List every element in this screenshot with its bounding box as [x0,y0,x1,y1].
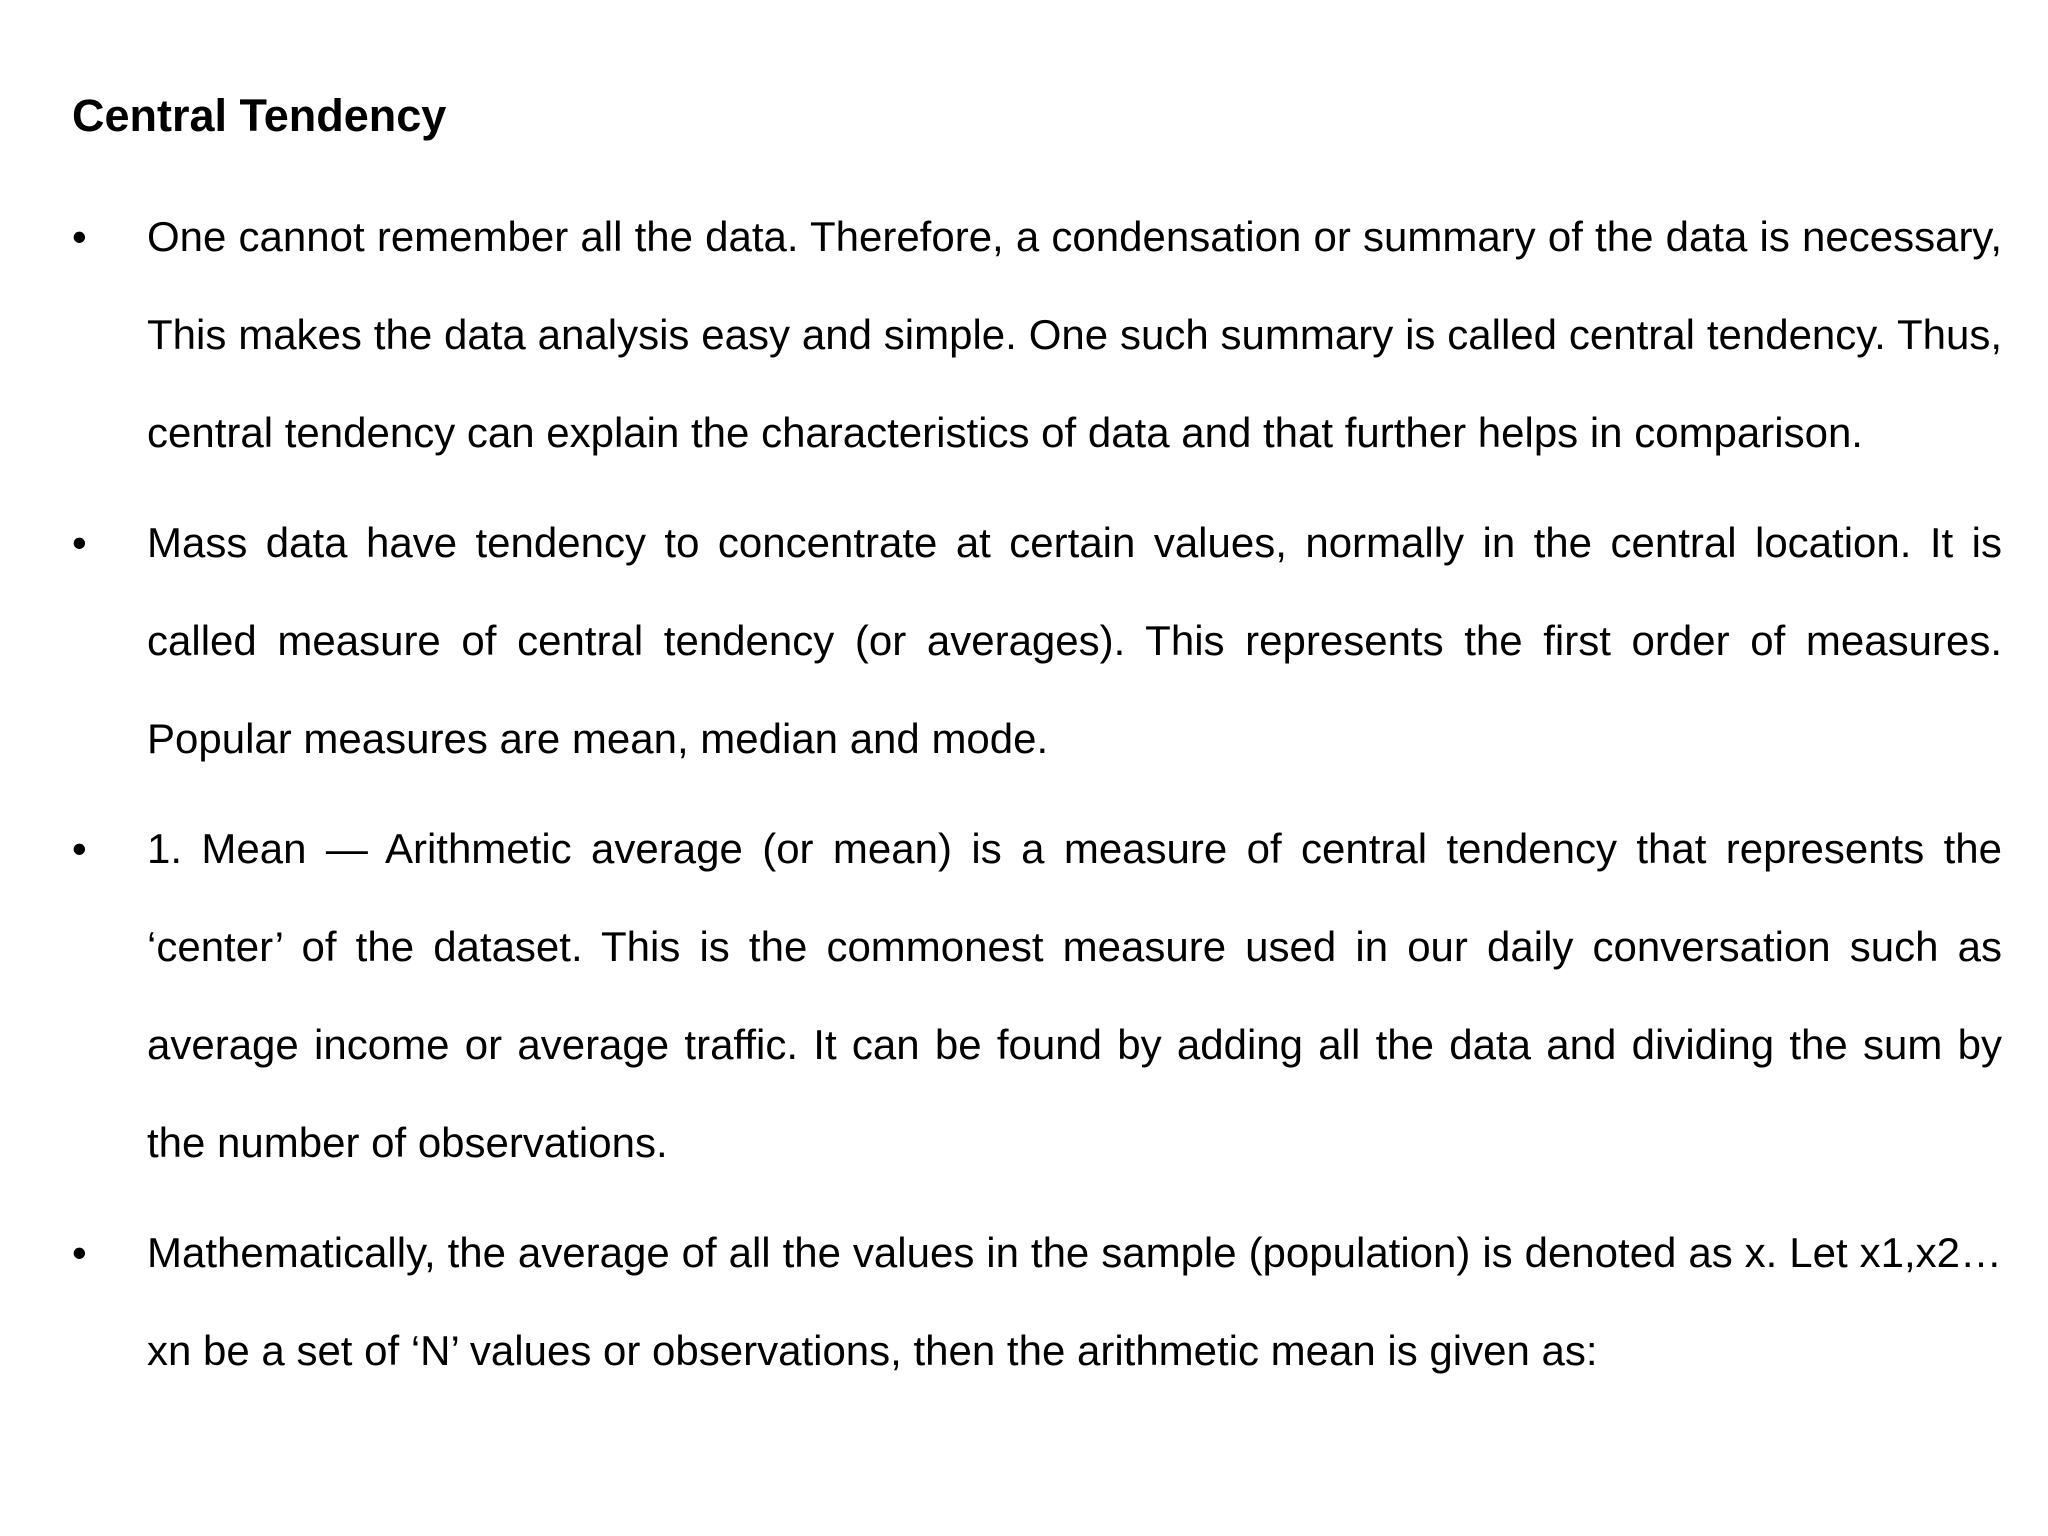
bullet-icon: • [72,1229,87,1276]
bullet-list [72,188,2002,1412]
bullet-icon: • [72,213,87,260]
bullet-text: 1. Mean — Arithmetic average (or mean) is a measure of central tendency that represents the ‘center’ of the dataset. This is the commonest measure used in our daily conversation such as average income or average traffic. It can be found by adding all the data and dividing the sum by the number of observations. [147,825,2002,1166]
list-item [72,188,2002,482]
list-item [72,494,2002,788]
bullet-text: One cannot remember all the data. Therefore, a condensation or summary of the data is necessary, This makes the data analysis easy and simple. One such summary is called central tendency. Thus, central tendency can explain the characteristics of data and that further helps in comparison. [147,213,2002,456]
list-item [72,800,2002,1192]
bullet-text: Mass data have tendency to concentrate at certain values, normally in the central location. It is called measure of central tendency (or averages). This represents the first order of measures. Popular measures are mean, median and mode. [147,519,2002,762]
bullet-text: Mathematically, the average of all the values in the sample (population) is denoted as x. Let x1,x2…xn be a set of ‘N’ values or observations, then the arithmetic mean is given as: [147,1229,2002,1374]
list-item [72,1204,2002,1400]
bullet-icon: • [72,519,87,566]
slide-title: Central Tendency [72,90,447,141]
bullet-icon: • [72,825,87,872]
